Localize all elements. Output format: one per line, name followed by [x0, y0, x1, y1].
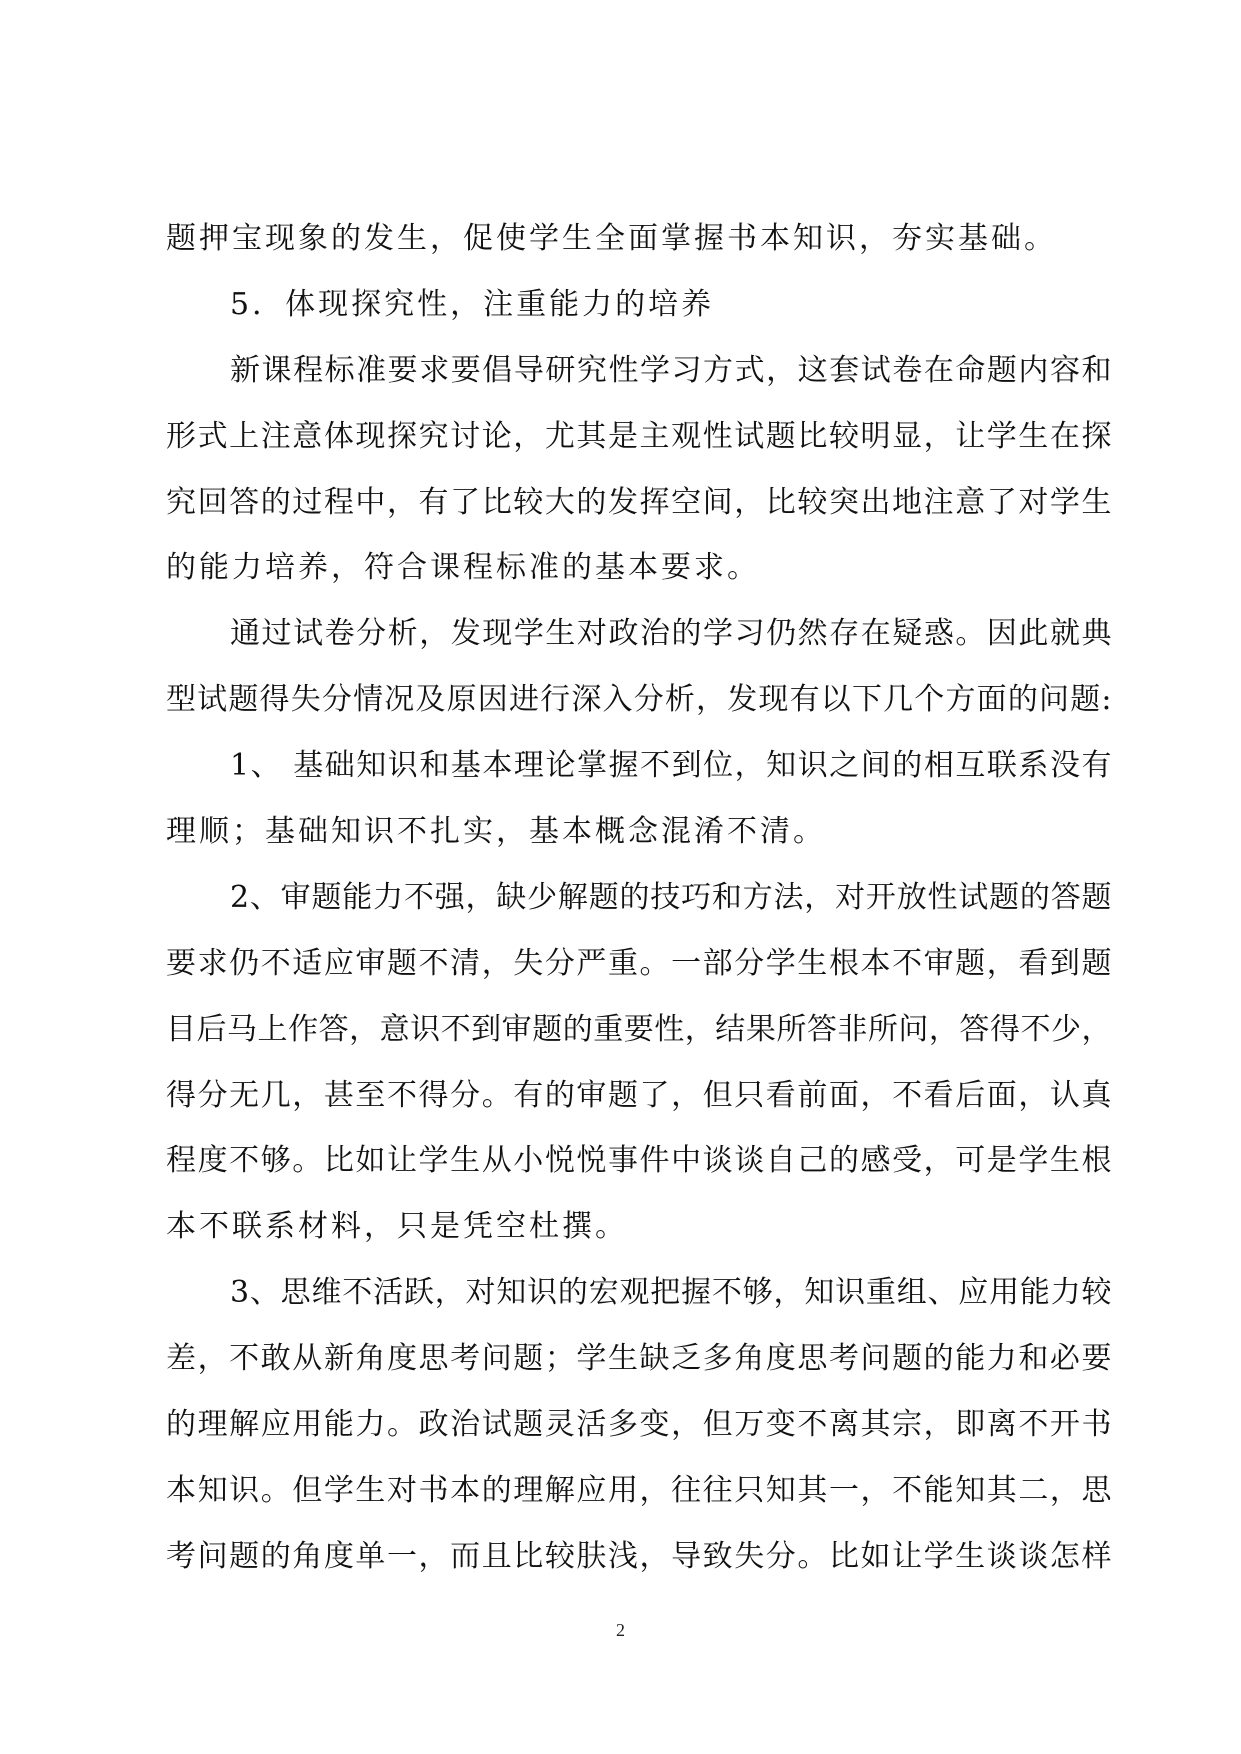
- text-line: 形式上注意体现探究讨论，尤其是主观性试题比较明显，让学生在探: [166, 419, 1112, 454]
- page-number: 2: [616, 1620, 625, 1640]
- text-line: 目后马上作答，意识不到审题的重要性，结果所答非所问，答得不少，: [166, 1012, 1112, 1047]
- text-line: 程度不够。比如让学生从小悦悦事件中谈谈自己的感受，可是学生根: [166, 1144, 1112, 1179]
- text-line: 3、思维不活跃，对知识的宏观把握不够，知识重组、应用能力较: [230, 1276, 1112, 1311]
- text-line: 差，不敢从新角度思考问题；学生缺乏多角度思考问题的能力和必要: [166, 1342, 1112, 1377]
- text-line: 本知识。但学生对书本的理解应用，往往只知其一，不能知其二，思: [166, 1473, 1112, 1508]
- text-line: 2、审题能力不强，缺少解题的技巧和方法，对开放性试题的答题: [230, 880, 1112, 915]
- text-line: 新课程标准要求要倡导研究性学习方式，这套试卷在命题内容和: [230, 353, 1112, 388]
- text-line: 要求仍不适应审题不清，失分严重。一部分学生根本不审题，看到题: [166, 946, 1112, 981]
- text-line: 题押宝现象的发生，促使学生全面掌握书本知识，夯实基础。: [166, 222, 1057, 256]
- body-text: [166, 222, 1112, 1606]
- text-line: 考问题的角度单一，而且比较肤浅，导致失分。比如让学生谈谈怎样: [166, 1539, 1112, 1574]
- text-line: 得分无几，甚至不得分。有的审题了，但只看前面，不看后面，认真: [166, 1078, 1112, 1113]
- text-line: 1、 基础知识和基本理论掌握不到位，知识之间的相互联系没有: [230, 749, 1112, 784]
- text-line: 究回答的过程中，有了比较大的发挥空间，比较突出地注意了对学生: [166, 485, 1112, 520]
- text-line: 通过试卷分析，发现学生对政治的学习仍然存在疑惑。因此就典: [230, 617, 1112, 652]
- text-line: 理顺；基础知识不扎实，基本概念混淆不清。: [166, 815, 826, 850]
- text-line: 型试题得失分情况及原因进行深入分析，发现有以下几个方面的问题:: [166, 683, 1112, 718]
- text-line: 的能力培养，符合课程标准的基本要求。: [166, 551, 760, 586]
- text-line: 5．体现探究性，注重能力的培养: [230, 287, 715, 322]
- text-line: 的理解应用能力。政治试题灵活多变，但万变不离其宗，即离不开书: [166, 1408, 1112, 1443]
- text-line: 本不联系材料，只是凭空杜撰。: [166, 1210, 628, 1245]
